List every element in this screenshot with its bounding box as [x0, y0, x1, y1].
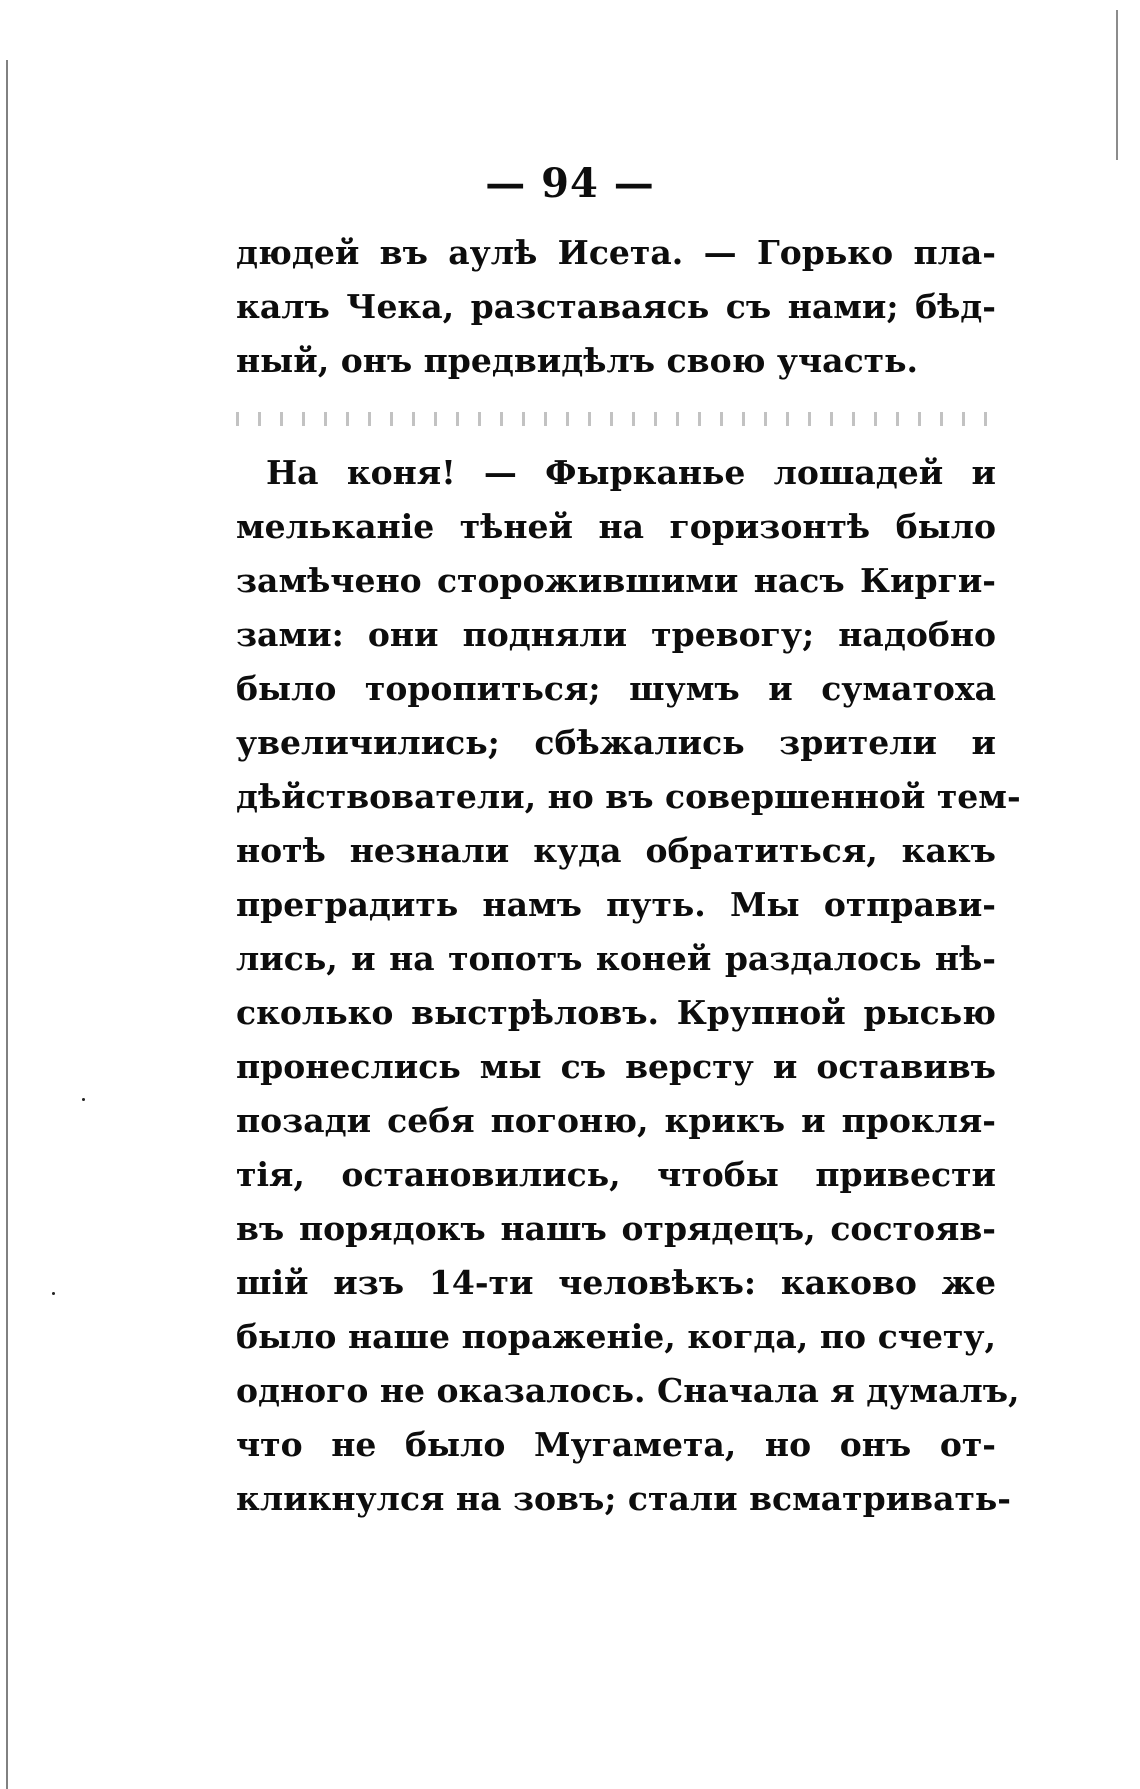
text-line: было наше пораженіе, когда, по счету, — [236, 1317, 996, 1356]
text-line: пронеслись мы съ версту и оставивъ — [236, 1047, 996, 1086]
body-text — [236, 226, 1021, 1526]
text-line: калъ Чека, разставаясь съ нами; бѣд- — [236, 287, 996, 326]
text-line: дѣйствователи, но въ совершенной тем- — [236, 777, 1021, 816]
text-line: тія, остановились, чтобы привести — [236, 1155, 996, 1194]
text-line: зами: они подняли тревогу; надобно — [236, 615, 996, 654]
paragraph-gap — [236, 388, 996, 446]
text-line: дюдей въ аулѣ Исета. — Горько пла- — [236, 233, 996, 272]
bleed-through-marks — [236, 412, 996, 426]
text-line: лись, и на топотъ коней раздалось нѣ- — [236, 939, 996, 978]
text-line: преградить намъ путь. Мы отправи- — [236, 885, 996, 924]
paragraph-1 — [236, 226, 996, 388]
text-line: одного не оказалось. Сначала я думалъ, — [236, 1371, 1020, 1410]
paragraph-2 — [236, 446, 1021, 1526]
text-line: мельканіе тѣней на горизонтѣ было — [236, 507, 996, 546]
text-line: ный, онъ предвидѣлъ свою участь. — [236, 341, 918, 380]
text-line: кликнулся на зовъ; стали всматривать- — [236, 1479, 1012, 1518]
text-line: шій изъ 14-ти человѣкъ: каково же — [236, 1263, 996, 1302]
text-line: сколько выстрѣловъ. Крупной рысью — [236, 993, 996, 1032]
print-speck — [52, 1292, 55, 1295]
print-speck — [82, 1098, 85, 1101]
text-line: На коня! — Фырканье лошадей и — [266, 453, 996, 492]
text-line: было торопиться; шумъ и суматоха — [236, 669, 996, 708]
page-edge-left — [6, 60, 8, 1789]
text-line: позади себя погоню, крикъ и прокля- — [236, 1101, 996, 1140]
text-line: нотѣ незнали куда обратиться, какъ — [236, 831, 996, 870]
text-line: что не было Мугамета, но онъ от- — [236, 1425, 996, 1464]
text-line: увеличились; сбѣжались зрители и — [236, 723, 996, 762]
page-edge-right — [1116, 10, 1118, 160]
text-line: замѣчено сторожившими насъ Кирги- — [236, 561, 996, 600]
text-line: въ порядокъ нашъ отрядецъ, состояв- — [236, 1209, 996, 1248]
page-number: — 94 — — [485, 160, 655, 207]
